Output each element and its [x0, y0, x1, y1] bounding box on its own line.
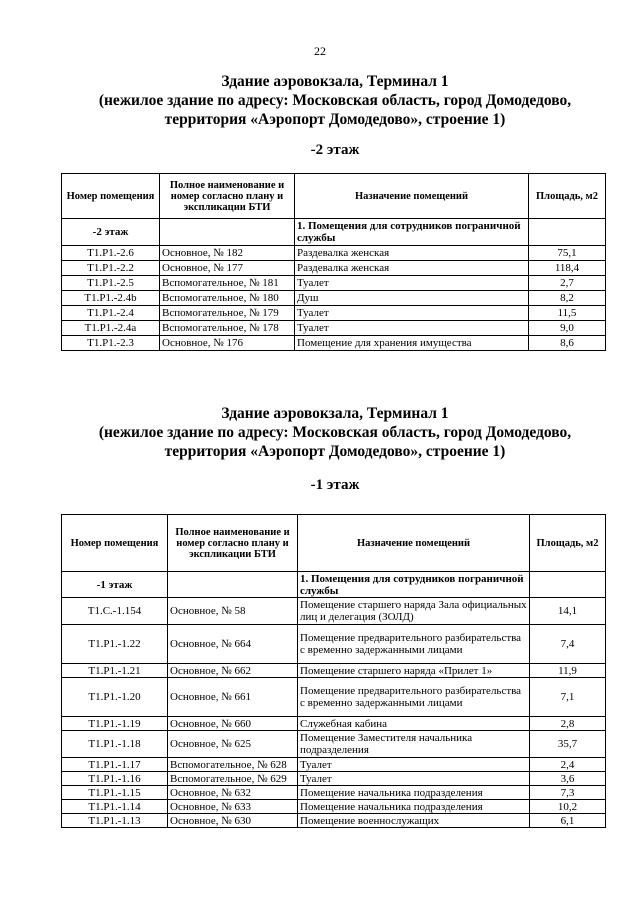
bti-name: Вспомогательное, № 628: [168, 758, 298, 772]
table-row: [62, 276, 606, 291]
table-row: [62, 772, 606, 786]
section-2-heading: [60, 404, 610, 461]
group-empty-cell: [160, 219, 295, 246]
room-area: 8,6: [529, 336, 606, 351]
group-title: 1. Помещения для сотрудников пограничной службы: [298, 572, 530, 598]
header-purpose: Назначение помещений: [298, 515, 530, 572]
heading-line: (нежилое здание по адресу: Московская область, город Домодедово,: [98, 92, 572, 109]
bti-name: Основное, № 182: [160, 246, 295, 261]
bti-name: Основное, № 632: [168, 786, 298, 800]
room-number: Т1.Р1.-2.6: [62, 246, 160, 261]
room-number: Т1.Р1.-1.13: [62, 814, 168, 828]
bti-name: Основное, № 664: [168, 625, 298, 664]
table-row: [62, 786, 606, 800]
table-header-row: [62, 174, 606, 219]
header-room-number: Номер помещения: [62, 174, 160, 219]
bti-name: Основное, № 662: [168, 664, 298, 678]
room-area: 2,4: [530, 758, 606, 772]
header-bti-name: Полное наименование и номер согласно плану и экспликации БТИ: [168, 515, 298, 572]
room-number: Т1.Р1.-2.3: [62, 336, 160, 351]
table-row: [62, 814, 606, 828]
bti-name: Вспомогательное, № 180: [160, 291, 295, 306]
bti-name: Основное, № 630: [168, 814, 298, 828]
room-number: Т1.Р1.-2.4b: [62, 291, 160, 306]
room-number: Т1.С.-1.154: [62, 598, 168, 625]
group-title: 1. Помещения для сотрудников пограничной службы: [295, 219, 529, 246]
room-purpose: Помещение старшего наряда Зала официальных лиц и делегация (ЗОЛД): [298, 598, 530, 625]
heading-line: территория «Аэропорт Домодедово», строение 1): [164, 443, 506, 460]
room-purpose: Душ: [295, 291, 529, 306]
table-row: [62, 291, 606, 306]
room-purpose: Служебная кабина: [298, 717, 530, 731]
room-area: 11,5: [529, 306, 606, 321]
group-row: [62, 219, 606, 246]
bti-name: Основное, № 661: [168, 678, 298, 717]
section-1-heading: [60, 72, 610, 129]
table-row: [62, 306, 606, 321]
rooms-table-floor-minus-2: [61, 173, 606, 351]
heading-line: (нежилое здание по адресу: Московская область, город Домодедово,: [98, 424, 572, 441]
header-purpose: Назначение помещений: [295, 174, 529, 219]
group-label: -1 этаж: [62, 572, 168, 598]
bti-name: Вспомогательное, № 181: [160, 276, 295, 291]
room-number: Т1.Р1.-2.4: [62, 306, 160, 321]
room-number: Т1.Р1.-1.16: [62, 772, 168, 786]
bti-name: Основное, № 177: [160, 261, 295, 276]
rooms-table-floor-minus-1: [61, 514, 606, 828]
room-area: 3,6: [530, 772, 606, 786]
table-header-row: [62, 515, 606, 572]
room-purpose: Туалет: [295, 276, 529, 291]
table-row: [62, 678, 606, 717]
room-number: Т1.Р1.-1.22: [62, 625, 168, 664]
bti-name: Основное, № 660: [168, 717, 298, 731]
header-room-number: Номер помещения: [62, 515, 168, 572]
room-number: Т1.Р1.-1.19: [62, 717, 168, 731]
bti-name: Основное, № 176: [160, 336, 295, 351]
table-row: [62, 800, 606, 814]
table-row: [62, 261, 606, 276]
room-purpose: Помещение предварительного разбирательства с временно задержанными лицами: [298, 625, 530, 664]
room-number: Т1.Р1.-2.2: [62, 261, 160, 276]
bti-name: Вспомогательное, № 178: [160, 321, 295, 336]
table-row: [62, 664, 606, 678]
table-row: [62, 598, 606, 625]
room-purpose: Помещение военнослужащих: [298, 814, 530, 828]
section-2-floor-title: -1 этаж: [310, 477, 360, 493]
room-purpose: Помещение предварительного разбирательства с временно задержанными лицами: [298, 678, 530, 717]
heading-line: Здание аэровокзала, Терминал 1: [221, 73, 449, 90]
bti-name: Вспомогательное, № 629: [168, 772, 298, 786]
room-purpose: Помещение начальника подразделения: [298, 786, 530, 800]
room-number: Т1.Р1.-1.21: [62, 664, 168, 678]
header-area: Площадь, м2: [530, 515, 606, 572]
bti-name: Основное, № 625: [168, 731, 298, 758]
room-purpose: Помещение Заместителя начальника подразделения: [298, 731, 530, 758]
room-purpose: Туалет: [295, 306, 529, 321]
room-purpose: Помещение старшего наряда «Прилет 1»: [298, 664, 530, 678]
group-empty-cell: [168, 572, 298, 598]
room-purpose: Помещение для хранения имущества: [295, 336, 529, 351]
table-row: [62, 625, 606, 664]
room-purpose: Раздевалка женская: [295, 261, 529, 276]
table-row: [62, 731, 606, 758]
room-area: 2,8: [530, 717, 606, 731]
group-empty-cell: [530, 572, 606, 598]
room-area: 35,7: [530, 731, 606, 758]
room-area: 8,2: [529, 291, 606, 306]
room-number: Т1.Р1.-1.14: [62, 800, 168, 814]
room-area: 11,9: [530, 664, 606, 678]
table-row: [62, 321, 606, 336]
room-area: 9,0: [529, 321, 606, 336]
heading-line: Здание аэровокзала, Терминал 1: [221, 405, 449, 422]
room-purpose: Туалет: [298, 758, 530, 772]
room-number: Т1.Р1.-2.5: [62, 276, 160, 291]
room-number: Т1.Р1.-1.18: [62, 731, 168, 758]
bti-name: Основное, № 633: [168, 800, 298, 814]
table-row: [62, 336, 606, 351]
room-purpose: Помещение начальника подразделения: [298, 800, 530, 814]
room-area: 7,1: [530, 678, 606, 717]
header-area: Площадь, м2: [529, 174, 606, 219]
bti-name: Вспомогательное, № 179: [160, 306, 295, 321]
header-bti-name: Полное наименование и номер согласно плану и экспликации БТИ: [160, 174, 295, 219]
room-number: Т1.Р1.-1.17: [62, 758, 168, 772]
group-empty-cell: [529, 219, 606, 246]
table-row: [62, 246, 606, 261]
group-row: [62, 572, 606, 598]
table-row: [62, 717, 606, 731]
room-area: 7,4: [530, 625, 606, 664]
room-area: 7,3: [530, 786, 606, 800]
room-number: Т1.Р1.-1.20: [62, 678, 168, 717]
room-number: Т1.Р1.-2.4а: [62, 321, 160, 336]
room-area: 10,2: [530, 800, 606, 814]
room-number: Т1.Р1.-1.15: [62, 786, 168, 800]
page-number: 22: [314, 44, 326, 58]
room-area: 6,1: [530, 814, 606, 828]
room-area: 75,1: [529, 246, 606, 261]
heading-line: территория «Аэропорт Домодедово», строение 1): [164, 111, 506, 128]
room-area: 14,1: [530, 598, 606, 625]
room-purpose: Туалет: [295, 321, 529, 336]
room-purpose: Туалет: [298, 772, 530, 786]
table-row: [62, 758, 606, 772]
room-area: 2,7: [529, 276, 606, 291]
room-purpose: Раздевалка женская: [295, 246, 529, 261]
bti-name: Основное, № 58: [168, 598, 298, 625]
room-area: 118,4: [529, 261, 606, 276]
group-label: -2 этаж: [62, 219, 160, 246]
section-1-floor-title: -2 этаж: [310, 142, 360, 158]
